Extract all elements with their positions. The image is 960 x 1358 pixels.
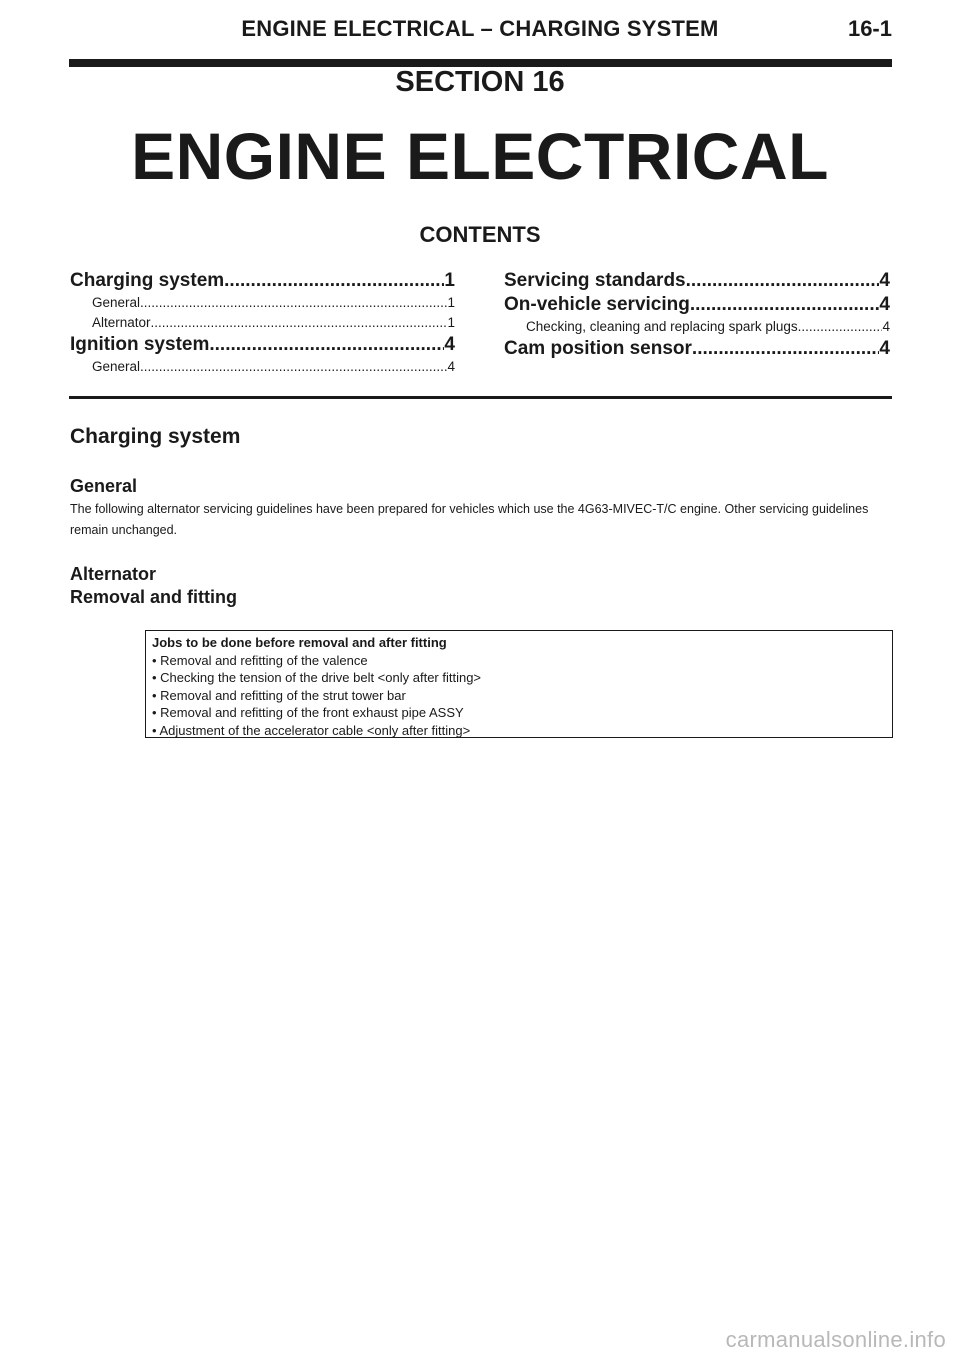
toc-entry[interactable] (70, 293, 455, 313)
toc-entry-label: Cam position sensor (504, 338, 692, 359)
main-title: ENGINE ELECTRICAL (131, 119, 829, 193)
toc-entry-label: Charging system (70, 270, 225, 291)
toc-entry-label: Ignition system (70, 334, 210, 355)
toc-entry-label: Servicing standards (504, 270, 686, 291)
toc-leader (209, 333, 444, 357)
general-paragraph: The following alternator servicing guidelines have been prepared for vehicles which use the 4G63-MIVEC-T/C engine. Other servicing guidelines remain unchanged. (70, 502, 869, 537)
jobs-box (145, 630, 893, 738)
toc-entry-label: General (92, 295, 141, 310)
toc-leader (151, 313, 448, 333)
toc-entry-page: 4 (879, 338, 890, 359)
section-divider-rule (69, 396, 892, 399)
toc-entry-page: 4 (879, 294, 890, 315)
toc-entry-page: 1 (447, 295, 455, 310)
toc-leader (140, 293, 447, 313)
toc-leader (692, 337, 880, 361)
running-header-page-number: 16-1 (847, 16, 892, 41)
heading-removal-and-fitting: Removal and fitting (70, 587, 238, 607)
toc-leader (798, 317, 883, 337)
toc-entry[interactable] (504, 317, 890, 337)
toc-entry-page: 1 (444, 270, 455, 291)
toc-entry-page: 4 (882, 319, 890, 334)
toc-leader (686, 269, 880, 293)
contents-heading: CONTENTS (419, 222, 541, 247)
toc-entry[interactable] (504, 337, 890, 361)
watermark-logo: carmanualsonline.info (725, 1327, 946, 1352)
toc-entry-label: Checking, cleaning and replacing spark plugs (526, 319, 798, 334)
toc-entry[interactable] (70, 333, 455, 357)
toc-entry[interactable] (504, 293, 890, 317)
toc-entry-label: General (92, 359, 141, 374)
toc-leader (224, 269, 444, 293)
toc-entry-label: On-vehicle servicing (504, 294, 690, 315)
jobs-box-item: • Removal and refitting of the front exhaust pipe ASSY (152, 705, 464, 721)
toc-left-column (70, 269, 455, 377)
heading-general: General (70, 476, 138, 496)
jobs-box-item: • Checking the tension of the drive belt <only after fitting> (152, 670, 482, 686)
toc-entry[interactable] (70, 269, 455, 293)
alternator-heading-block (70, 563, 237, 609)
toc-entry[interactable] (504, 269, 890, 293)
toc-leader (690, 293, 880, 317)
section-number: SECTION 16 (395, 66, 565, 98)
toc-entry-label: Alternator (92, 315, 151, 330)
toc-entry-page: 4 (444, 334, 455, 355)
jobs-box-item: • Removal and refitting of the strut tower bar (152, 687, 406, 703)
heading-alternator: Alternator (70, 564, 157, 584)
toc-entry[interactable] (70, 357, 455, 377)
toc-entry-page: 1 (447, 315, 455, 330)
toc-entry-page: 4 (879, 270, 890, 291)
toc-leader (140, 357, 447, 377)
toc-right-column (504, 269, 890, 361)
jobs-box-item: • Removal and refitting of the valence (152, 652, 368, 668)
jobs-box-title: Jobs to be done before removal and after fitting (152, 635, 447, 650)
toc-entry[interactable] (70, 313, 455, 333)
running-header-title: ENGINE ELECTRICAL – CHARGING SYSTEM (241, 16, 719, 41)
toc-entry-page: 4 (447, 359, 455, 374)
heading-charging-system: Charging system (70, 425, 241, 448)
jobs-box-item: • Adjustment of the accelerator cable <only after fitting> (152, 722, 471, 738)
